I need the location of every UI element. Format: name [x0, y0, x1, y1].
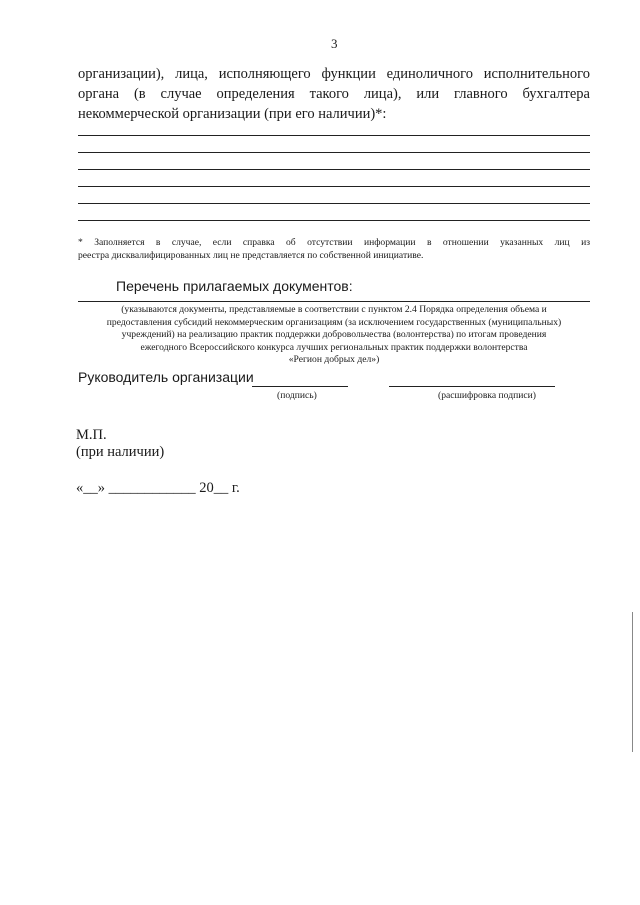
fill-line [78, 203, 590, 204]
signature-line [252, 386, 348, 387]
fill-line [78, 152, 590, 153]
documents-note-line: учреждений) на реализацию практик поддержки добровольчества (волонтерства) по итогам проведения [121, 329, 547, 341]
documents-title: Перечень прилагаемых документов: [116, 278, 353, 294]
intro-line: некоммерческой организации (при его наличии)*: [78, 106, 387, 122]
stamp-note: (при наличии) [76, 444, 165, 460]
documents-note [78, 304, 590, 367]
signature-decode-line [389, 386, 555, 387]
footnote [78, 236, 590, 262]
date-field: «__» ____________ 20__ г. [76, 480, 240, 496]
fill-line [78, 186, 590, 187]
footnote-line: реестра дисквалифицированных лиц не представляется по собственной инициативе. [78, 250, 424, 261]
fill-line [78, 169, 590, 170]
scan-edge-mark [632, 612, 633, 752]
footnote-line: * Заполняется в случае, если справка об отсутствии информации в отношении указанных лиц из [78, 237, 590, 248]
intro-paragraph [78, 64, 590, 124]
intro-line: органа (в случае определения такого лица), или главного бухгалтера [78, 86, 590, 102]
signature-caption: (подпись) [277, 390, 317, 401]
fill-line [78, 135, 590, 136]
documents-note-line: ежегодного Всероссийского конкурса лучших региональных практик поддержки волонтерства [140, 341, 528, 353]
page-number: 3 [331, 36, 338, 51]
head-of-organization-label: Руководитель организации [78, 369, 254, 385]
intro-line: организации), лица, исполняющего функции единоличного исполнительного [78, 66, 590, 82]
documents-note-line: предоставления субсидий некоммерческим организациям (за исключением государственных (муниципальных) [106, 316, 562, 328]
fill-line [78, 220, 590, 221]
documents-note-line: (указываются документы, представляемые в соответствии с пунктом 2.4 Порядка определения объема и [121, 304, 547, 315]
signature-decode-caption: (расшифровка подписи) [438, 390, 536, 401]
stamp-label: М.П. [76, 427, 107, 443]
documents-note-line: «Регион добрых дел») [288, 354, 380, 366]
documents-fill-line [78, 301, 590, 302]
